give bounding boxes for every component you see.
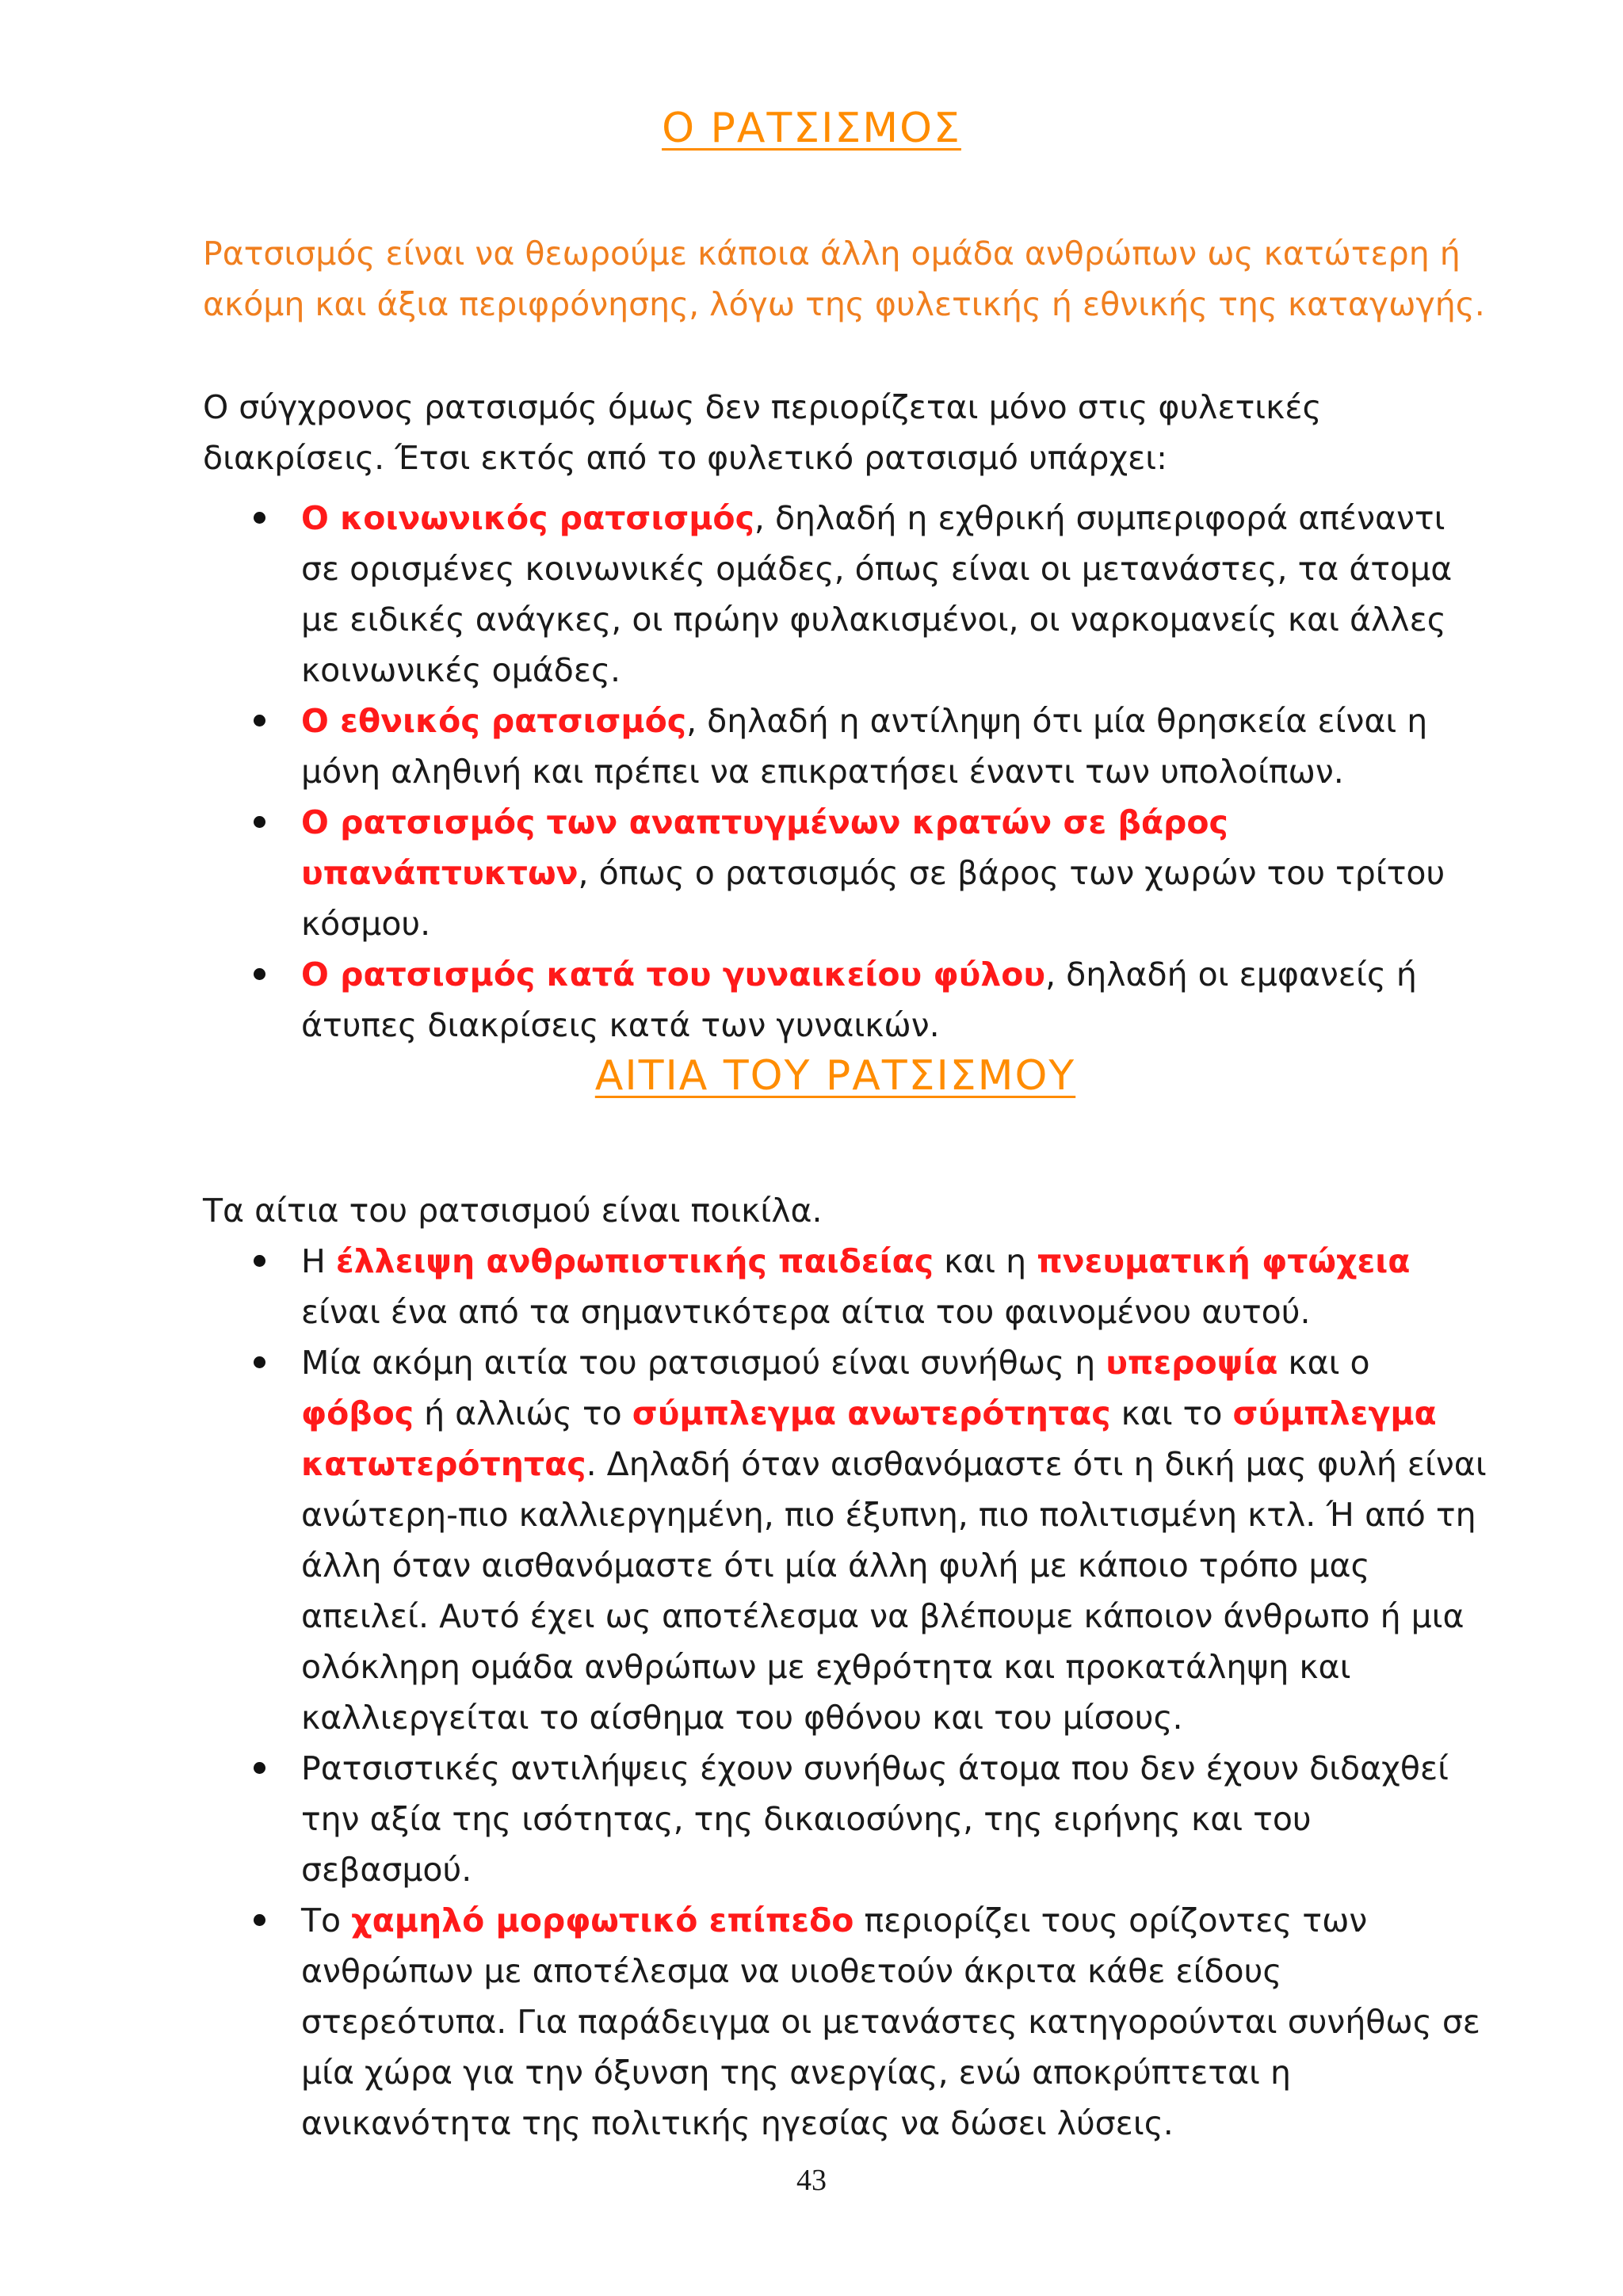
highlight-text: Ο εθνικός ρατσισμός bbox=[301, 702, 687, 740]
item-text: , δηλαδή η αντίληψη ότι μία θρησκεία είναι η μόνη αληθινή και πρέπει να επικρατήσει έναντι των υπολοίπων. bbox=[301, 702, 1428, 791]
highlight-text: σύμπλεγμα κατωτερότητας bbox=[301, 1394, 1437, 1483]
highlight-text: χαμηλό μορφωτικό επίπεδο bbox=[351, 1901, 854, 1939]
item-text: περιορίζει τους ορίζοντες των ανθρώπων με αποτέλεσμα να υιοθετούν άκριτα κάθε είδους στερεότυπα. Για παράδειγμα οι μετανάστες κατηγορούνται συνήθως σε μία χώρα για την όξυνση της ανεργίας, ενώ αποκρύπτεται η ανικανότητα της πολιτικής ηγεσίας να δώσει λύσεις. bbox=[301, 1901, 1480, 2142]
item-text: . Δηλαδή όταν αισθανόμαστε ότι η δική μας φυλή είναι ανώτερη-πιο καλλιεργημένη, πιο έξυπνη, πιο πολιτισμένη κτλ. Ή από τη άλλη όταν αισθανόμαστε ότι μία άλλη φυλή με κάποιο τρόπο μας απειλεί. Αυτό έχει ως αποτέλεσμα να βλέπουμε κάποιον άνθρωπο ή μια ολόκληρη ομάδα ανθρώπων με εχθρότητα και προκατάληψη και καλλιεργείται το αίσθημα του φθόνου και του μίσους. bbox=[301, 1445, 1487, 1737]
highlight-text: έλλειψη ανθρωπιστικής παιδείας bbox=[335, 1242, 934, 1280]
item-text: Το bbox=[301, 1901, 352, 1939]
list-item-cause-arrogance-fear bbox=[203, 1337, 1487, 1743]
definition-paragraph: Ρατσισμός είναι να θεωρούμε κάποια άλλη ομάδα ανθρώπων ως κατώτερη ή ακόμη και άξια περιφρόνησης, λόγω της φυλετικής ή εθνικής της καταγωγής. bbox=[203, 235, 1485, 323]
item-text: και το bbox=[1110, 1394, 1233, 1432]
list-item-cause-education bbox=[203, 1236, 1487, 1337]
highlight-text: πνευματική φτώχεια bbox=[1037, 1242, 1411, 1280]
section-title-causes: ΑΙΤΙΑ ΤΟΥ ΡΑΤΣΙΣΜΟΥ bbox=[594, 1052, 1076, 1100]
item-text: Η bbox=[301, 1242, 336, 1280]
item-text: , δηλαδή οι εμφανείς ή άτυπες διακρίσεις κατά των γυναικών. bbox=[301, 955, 1417, 1044]
highlight-text: Ο ρατσισμός κατά του γυναικείου φύλου bbox=[301, 955, 1046, 994]
causes-intro: Τα αίτια του ρατσισμού είναι ποικίλα. bbox=[203, 1192, 823, 1230]
list-item-social-racism bbox=[203, 493, 1487, 696]
highlight-text: φόβος bbox=[301, 1394, 414, 1432]
page-number: 43 bbox=[796, 2164, 827, 2197]
modern-racism-paragraph: Ο σύγχρονος ρατσισμός όμως δεν περιορίζεται μόνο στις φυλετικές διακρίσεις. Έτσι εκτός από το φυλετικό ρατσισμό υπάρχει: bbox=[203, 388, 1322, 477]
item-text: ή αλλιώς το bbox=[414, 1394, 632, 1432]
list-item-national-racism bbox=[203, 696, 1487, 797]
highlight-text: Ο κοινωνικός ρατσισμός bbox=[301, 499, 754, 537]
list-item-gender-racism bbox=[203, 949, 1487, 1051]
list-item-cause-low-education bbox=[203, 1895, 1487, 2149]
item-text: είναι ένα από τα σημαντικότερα αίτια του φαινομένου αυτού. bbox=[301, 1293, 1311, 1331]
item-text: Ρατσιστικές αντιλήψεις έχουν συνήθως άτομα που δεν έχουν διδαχθεί την αξία της ισότητας, της δικαιοσύνης, της ειρήνης και του σεβασμού. bbox=[301, 1749, 1449, 1889]
item-text: , δηλαδή η εχθρική συμπεριφορά απέναντι σε ορισμένες κοινωνικές ομάδες, όπως είναι οι μετανάστες, τα άτομα με ειδικές ανάγκες, οι πρώην φυλακισμένοι, οι ναρκομανείς και άλλες κοινωνικές ομάδες. bbox=[301, 499, 1453, 689]
page-title: Ο ΡΑΤΣΙΣΜΟΣ bbox=[662, 105, 961, 152]
highlight-text: Ο ρατσισμός των αναπτυγμένων κρατών σε βάρος υπανάπτυκτων bbox=[301, 803, 1228, 892]
causes-list bbox=[203, 1236, 1487, 2149]
racism-types-list bbox=[203, 493, 1487, 1051]
list-item-developed-countries-racism bbox=[203, 797, 1487, 949]
item-text: και ο bbox=[1277, 1344, 1370, 1382]
highlight-text: υπεροψία bbox=[1106, 1344, 1278, 1382]
item-text: , όπως ο ρατσισμός σε βάρος των χωρών του τρίτου κόσμου. bbox=[301, 854, 1445, 943]
highlight-text: σύμπλεγμα ανωτερότητας bbox=[632, 1394, 1111, 1432]
item-text: Μία ακόμη αιτία του ρατσισμού είναι συνήθως η bbox=[301, 1344, 1106, 1382]
item-text: και η bbox=[934, 1242, 1037, 1280]
list-item-cause-values bbox=[203, 1743, 1487, 1895]
